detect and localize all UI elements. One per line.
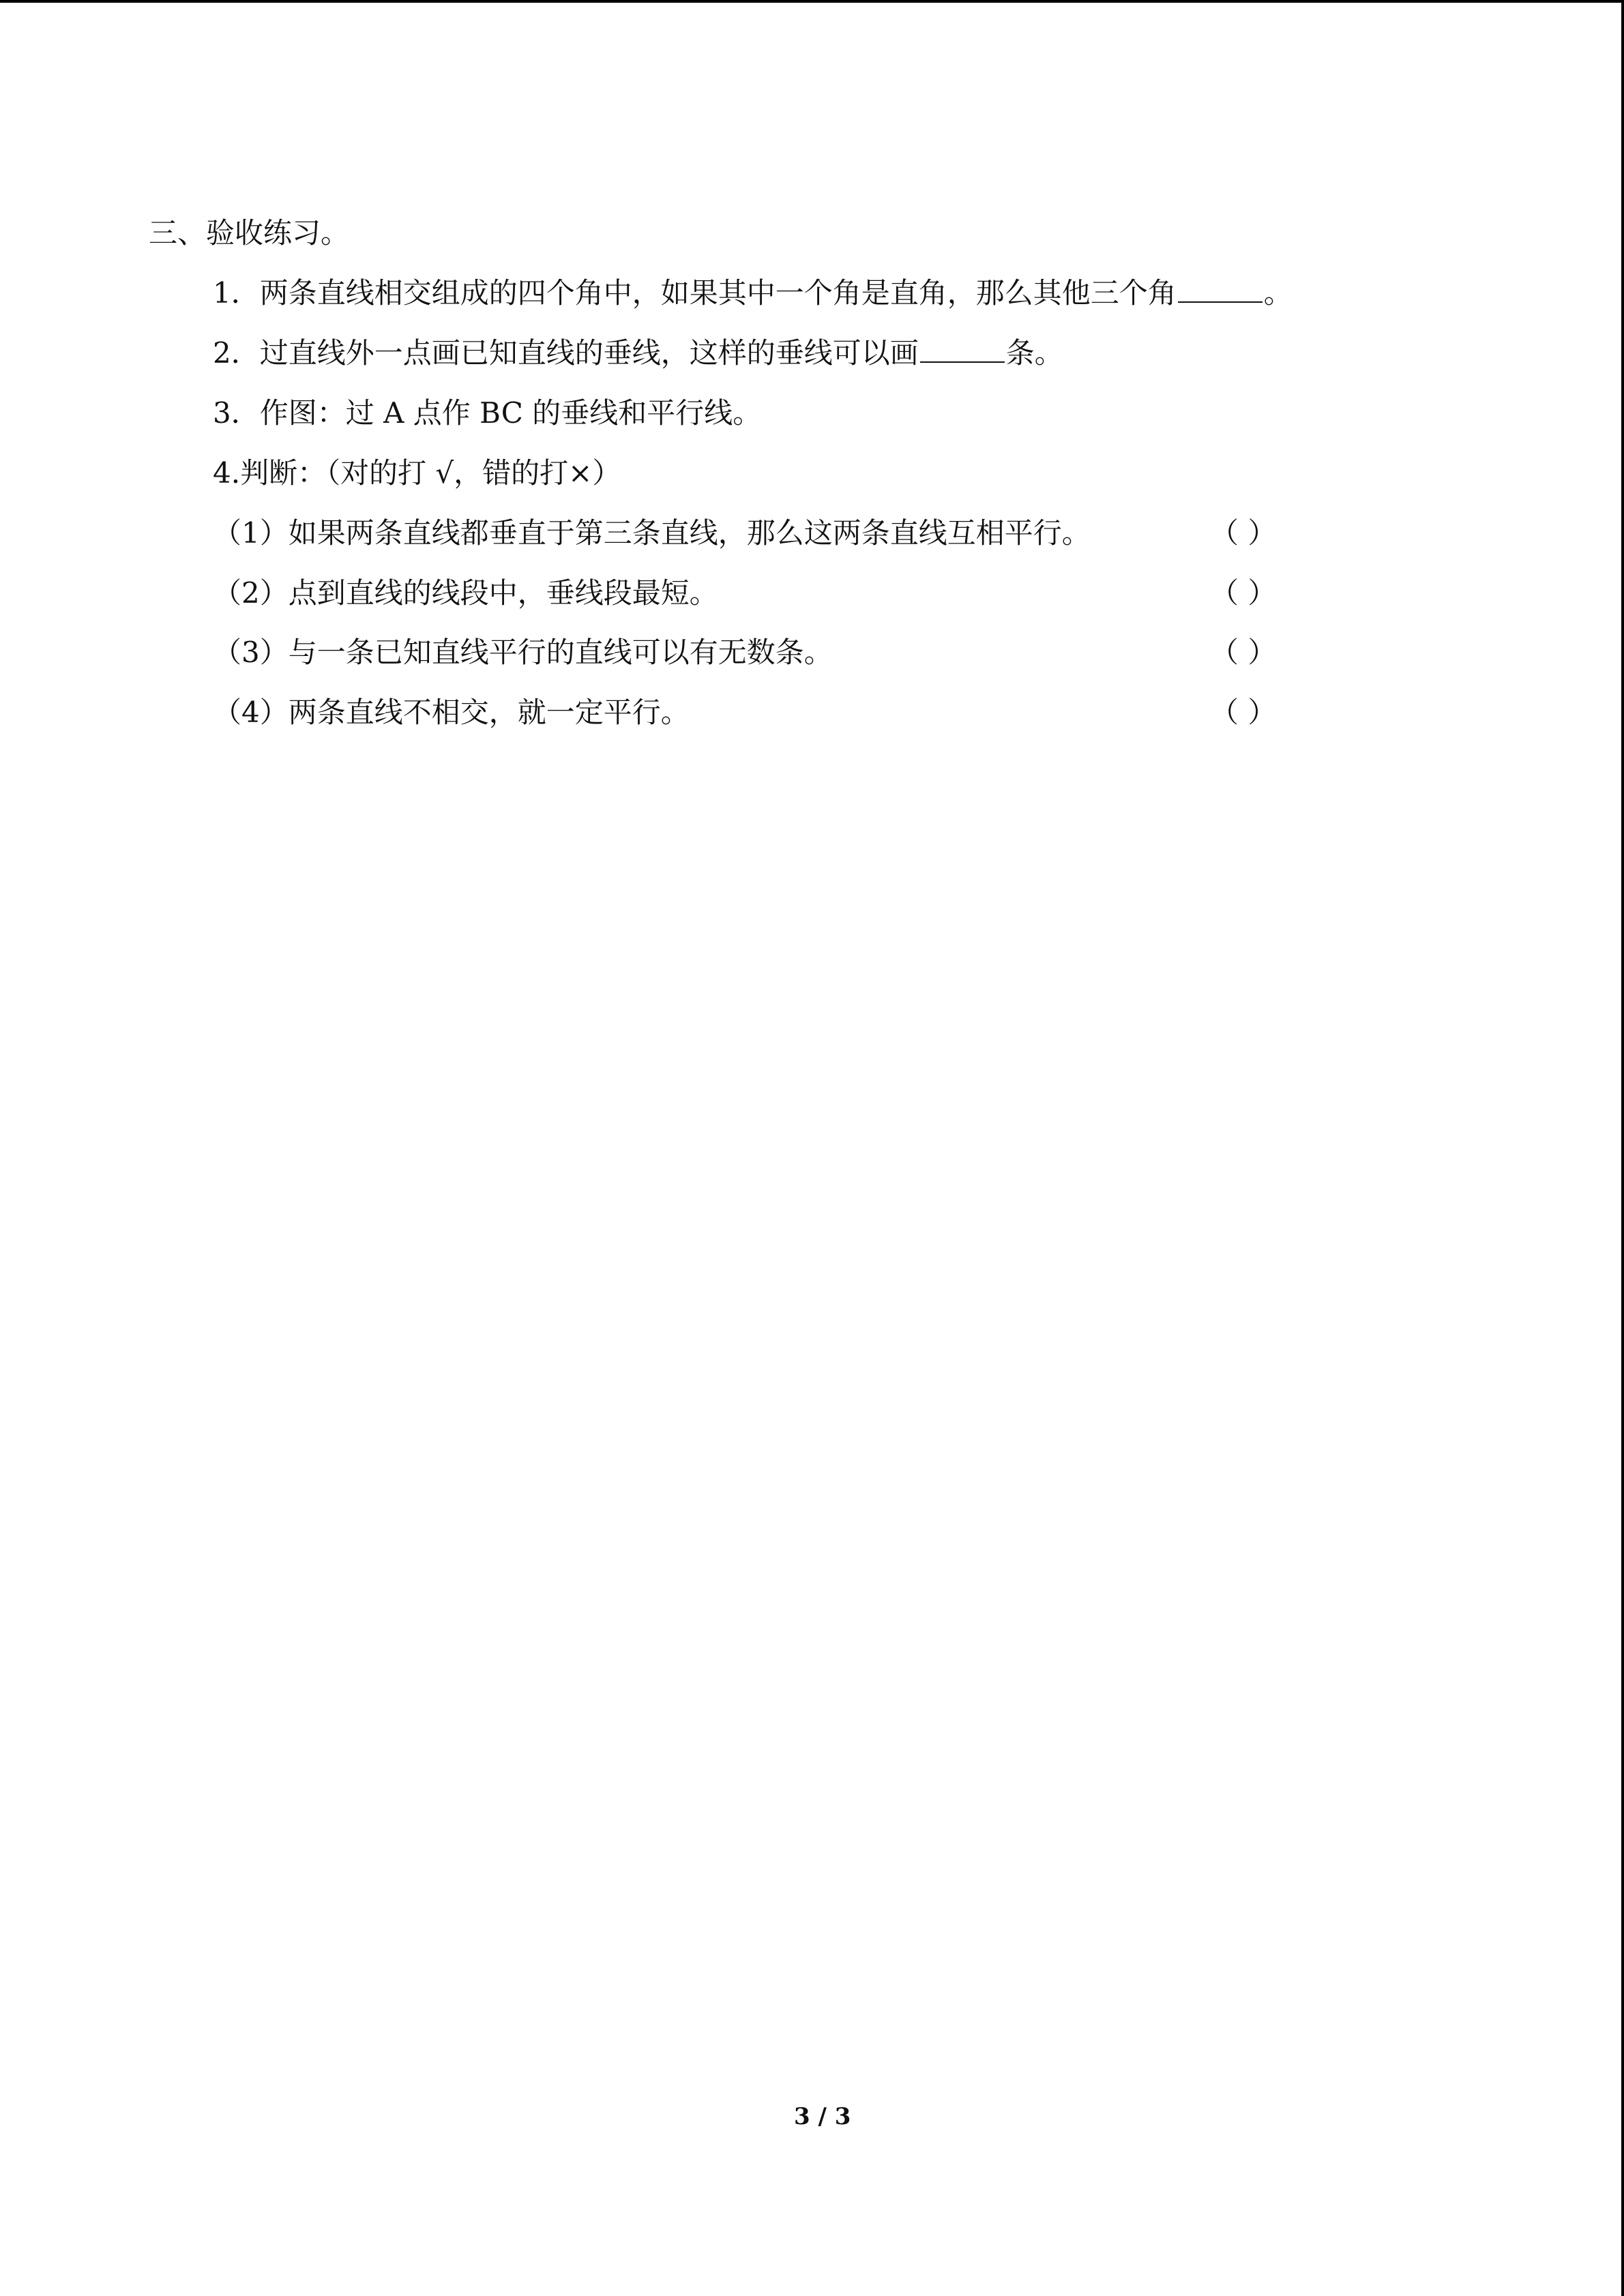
answer-blank-1[interactable] xyxy=(1178,275,1263,303)
question-2-text: 2．过直线外一点画已知直线的垂线，这样的垂线可以画 xyxy=(213,336,919,370)
question-4-heading: 4.判断：（对的打 √，错的打×） xyxy=(213,456,621,490)
question-1-end: 。 xyxy=(1263,276,1293,310)
judgment-answer-1[interactable]: （ ） xyxy=(1210,516,1277,550)
judgment-item-1: （1）如果两条直线都垂直于第三条直线，那么这两条直线互相平行。 xyxy=(213,516,1091,550)
judgment-answer-3[interactable]: （ ） xyxy=(1210,636,1277,669)
page-top-border xyxy=(0,0,1624,3)
question-1-text: 1．两条直线相交组成的四个角中，如果其中一个角是直角，那么其他三个角 xyxy=(213,276,1177,310)
judgment-item-2: （2）点到直线的线段中，垂线段最短。 xyxy=(213,576,718,610)
question-2-end: 条。 xyxy=(1005,336,1063,370)
judgment-item-4: （4）两条直线不相交，就一定平行。 xyxy=(213,696,690,729)
judgment-answer-2[interactable]: （ ） xyxy=(1210,576,1277,610)
section-title: 三、验收练习。 xyxy=(149,216,350,250)
judgment-answer-4[interactable]: （ ） xyxy=(1210,696,1277,729)
question-3: 3．作图：过 A 点作 BC 的垂线和平行线。 xyxy=(213,396,762,430)
page-number: 3 / 3 xyxy=(794,2103,851,2130)
page-right-border xyxy=(1621,0,1624,2296)
answer-blank-2[interactable] xyxy=(920,336,1005,363)
question-1 xyxy=(213,273,1293,314)
question-2 xyxy=(213,333,1063,374)
judgment-item-3: （3）与一条已知直线平行的直线可以有无数条。 xyxy=(213,636,833,669)
